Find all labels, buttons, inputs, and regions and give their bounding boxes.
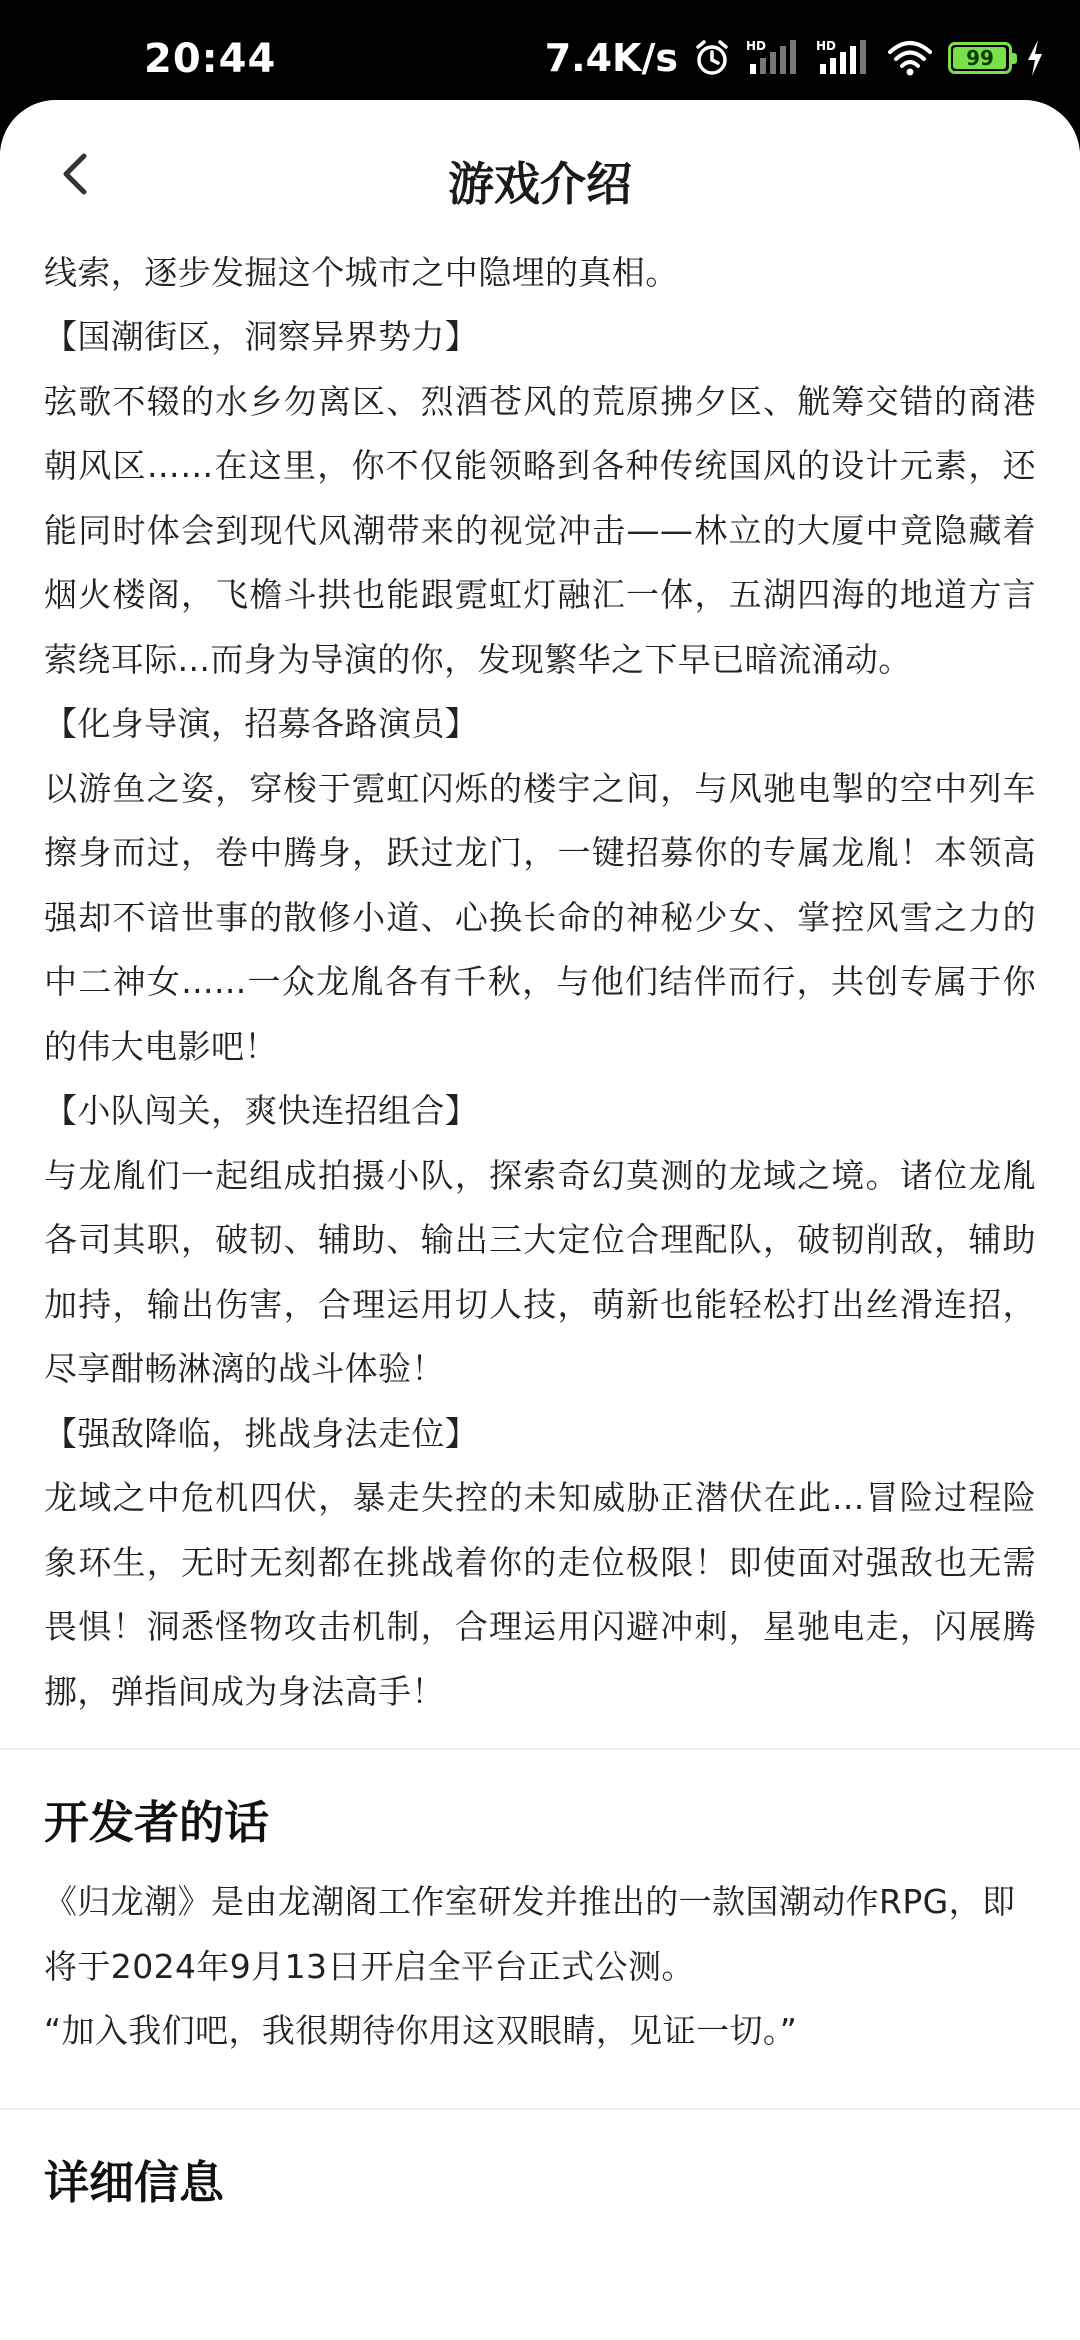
battery-level: 99 [966, 46, 994, 70]
status-icons [545, 34, 1044, 82]
details-section [0, 2148, 1080, 2218]
game-intro [0, 250, 1080, 1724]
network-speed: 7.4K/s [544, 36, 678, 80]
signal-icon [746, 38, 802, 78]
page-title: 游戏介绍 [448, 157, 632, 211]
intro-section-title: 【小队闯关，爽快连招组合】 [44, 1091, 479, 1130]
intro-paragraph: 龙域之中危机四伏，暴走失控的未知威胁正潜伏在此...冒险过程险象环生，无时无刻都在挑战着你的走位极限！即使面对强敌也无需畏惧！洞悉怪物攻击机制，合理运用闪避冲刺，星驰电走，闪展腾挪，弹指间成为身法高手！ [44, 1478, 1036, 1711]
content-sheet [0, 100, 1080, 2340]
developer-notes-quote: “加入我们吧，我很期待你用这双眼睛，见证一切。” [44, 2011, 798, 2050]
signal-icon [816, 38, 872, 78]
alarm-icon [692, 38, 732, 78]
intro-section-title: 【化身导演，招募各路演员】 [44, 704, 479, 743]
developer-notes-heading: 开发者的话 [44, 1796, 270, 1849]
wifi-icon [886, 38, 934, 78]
developer-notes [0, 1788, 1080, 2064]
intro-paragraph: 弦歌不辍的水乡勿离区、烈酒苍风的荒原拂夕区、觥筹交错的商港朝风区……在这里，你不仅能领略到各种传统国风的设计元素，还能同时体会到现代风潮带来的视觉冲击——林立的大厦中竟隐藏着烟火楼阁，飞檐斗拱也能跟霓虹灯融汇一体，五湖四海的地道方言萦绕耳际...而身为导演的你，发现繁华之下早已暗流涌动。 [44, 381, 1036, 679]
scroll-content[interactable] [0, 250, 1080, 2340]
charging-icon [1026, 40, 1044, 76]
intro-section-title: 【国潮街区，洞察异界势力】 [44, 317, 479, 356]
intro-section-title: 【强敌降临，挑战身法走位】 [44, 1413, 479, 1453]
details-heading: 详细信息 [44, 2155, 225, 2209]
battery-icon [948, 42, 1012, 74]
nav-header [0, 100, 1080, 250]
intro-paragraph: 以游鱼之姿，穿梭于霓虹闪烁的楼宇之间，与风驰电掣的空中列车擦身而过，卷中腾身，跃过龙门，一键招募你的专属龙胤！本领高强却不谙世事的散修小道、心换长命的神秘少女、掌控风雪之力的中二神女......一众龙胤各有千秋，与他们结伴而行，共创专属于你的伟大电影吧！ [44, 768, 1036, 1066]
scroll-inner [0, 250, 1080, 2218]
developer-notes-text: 《归龙潮》是由龙潮阁工作室研发并推出的一款国潮动作RPG，即将于2024年9月13日开启全平台正式公测。 [44, 1882, 1016, 1986]
intro-paragraph: 线索，逐步发掘这个城市之中隐埋的真相。 [44, 252, 679, 292]
intro-paragraph: 与龙胤们一起组成拍摄小队，探索奇幻莫测的龙域之境。诸位龙胤各司其职，破韧、辅助、输出三大定位合理配队，破韧削敌，辅助加持，输出伤害，合理运用切人技，萌新也能轻松打出丝滑连招，尽享酣畅淋漓的战斗体验！ [44, 1155, 1036, 1388]
signal-hd-label: HD [746, 39, 767, 53]
signal-hd-label: HD [816, 39, 837, 53]
status-time: 20:44 [144, 36, 277, 82]
